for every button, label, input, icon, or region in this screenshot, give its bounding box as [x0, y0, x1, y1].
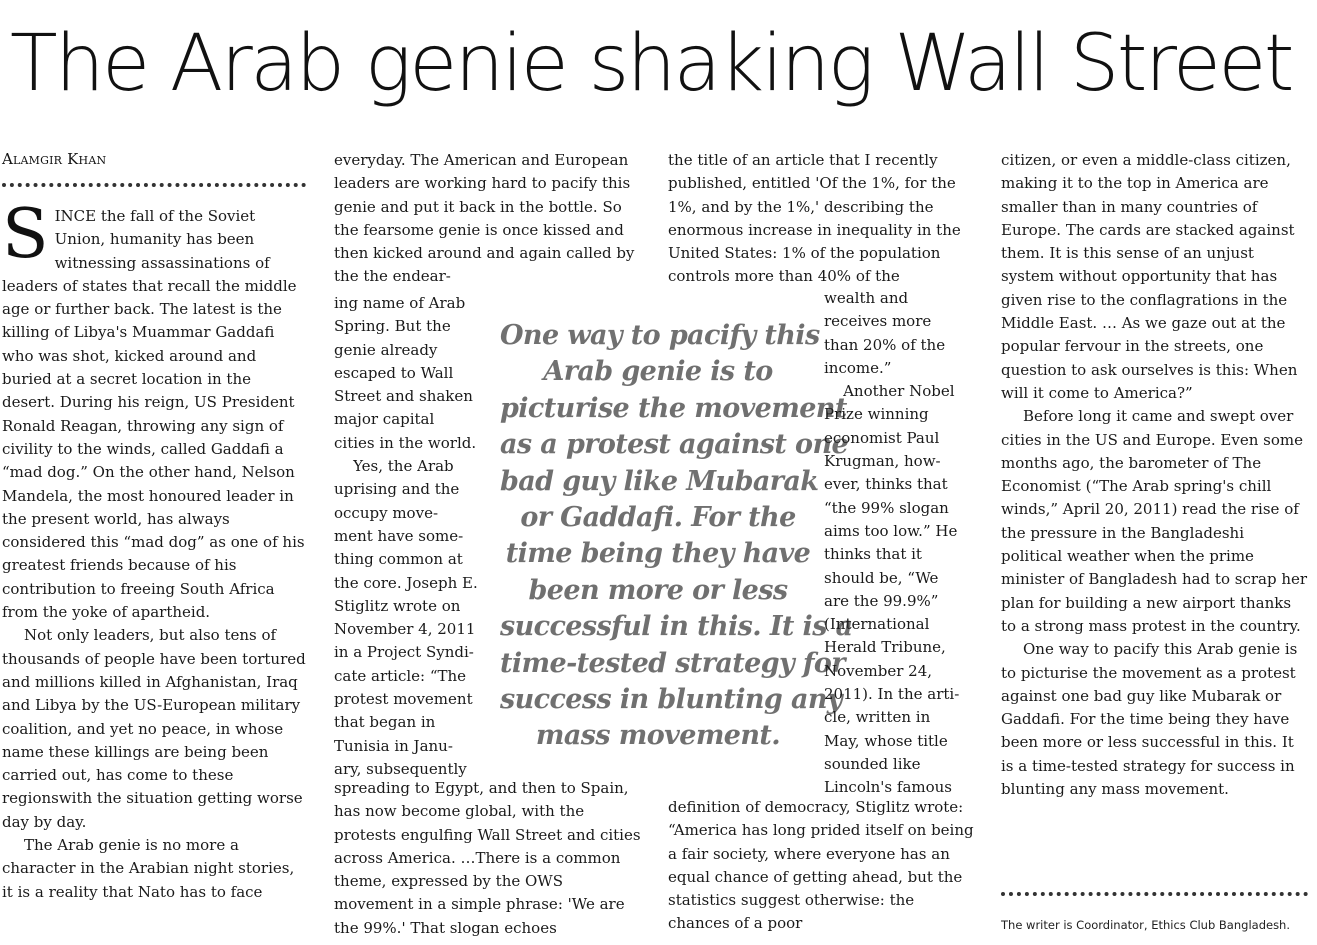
paragraph: INCE the fall of the Soviet Union, humanity has been witnessing assassinations of leaders of states that recall the middle age or further back. The latest is the killing of Libya's Muammar Gaddafi who was shot, kicked around and buried at a secret location in the desert. During his reign, US President Ronald Reagan, throwing any sign of civility to the winds, called Gaddafi a “mad dog.” On the other hand, Nelson Mandela, the most honoured leader in the present world, has always considered this “mad dog” as one of his greatest friends because of his contribution to freeing South Africa from the yoke of apartheid. — [2, 207, 305, 622]
column-3-top — [668, 149, 980, 289]
column-2-narrow — [334, 292, 494, 781]
pull-quote-text: One way to pacify this Arab genie is to picturise the movement as a protest against one bad guy like Mubarak or Gaddafi. For the time being they have been more or less successful in this. It is a time-tested strategy for success in blunting any mass movement. — [500, 320, 853, 752]
paragraph: wealth and receives more than 20% of the income.” Another Nobel Prize winning economist Paul Krugman, how- ever, thinks that “the 99% slogan aims too low.” He thinks that it should be, “We are the 99.9%” (International Herald Tribune, November 24, 2011). In the arti- cle, written in May, whose title sounded like Lincoln's famous — [824, 289, 960, 797]
byline-divider — [2, 183, 306, 187]
pull-quote — [500, 318, 853, 755]
column-3-narrow — [824, 287, 980, 800]
paragraph: everyday. The American and European leaders are working hard to pacify this genie and put it back in the bottle. So the fearsome genie is once kissed and then kicked around and again called by the the endear- — [334, 151, 635, 286]
paragraph: spreading to Egypt, and then to Spain, has now become global, with the protests engulfing Wall Street and cities across America. …There is a common theme, expressed by the OWS movement in a simple phrase: 'We are the 99%.' That slogan echoes — [334, 779, 641, 937]
column-2-bottom — [334, 777, 644, 940]
column-1 — [2, 195, 307, 904]
paragraph: The Arab genie is no more a character in the Arabian night stories, it is a reality that Nato has to face — [2, 836, 295, 901]
end-divider — [1001, 892, 1308, 896]
headline: The Arab genie shaking Wall Street — [10, 19, 1292, 109]
paragraph: citizen, or even a middle-class citizen, making it to the top in America are smaller than in many countries of Europe. The cards are stacked against them. It is this sense of an unjust system without opportunity that has given rise to the conflagrations in the Middle East. … As we gaze out at the popular fervour in the streets, one question to ask ourselves is this: When will it come to America?” — [1001, 151, 1298, 402]
paragraph: Before long it came and swept over cities in the US and Europe. Even some months ago, the barometer of The Economist (“The Arab spring's chill winds,” April 20, 2011) read the rise of the pressure in the Bangladeshi political weather when the prime minister of Bangladesh had to scrap her plan for building a new airport thanks to a strong mass protest in the country. — [1001, 407, 1308, 635]
paragraph: the title of an article that I recently published, entitled 'Of the 1%, for the 1%, and by the 1%,' describing the enormous increase in inequality in the United States: 1% of the population controls more than 40% of the — [668, 151, 961, 286]
paragraph: ing name of Arab Spring. But the genie already escaped to Wall Street and shaken major capital cities in the world. Yes, the Arab uprising and the occupy move- ment have some- thing common at the core. Joseph E. Stiglitz wrote on November 4, 2011 in a Project Syndi- cate article: “The protest movement that began in Tunisia in Janu- ary, subsequently — [334, 294, 478, 778]
paragraph: definition of democracy, Stiglitz wrote: “America has long prided itself on being a fair society, where everyone has an equal chance of getting ahead, but the statistics suggest otherwise: the chances of a poor — [668, 798, 974, 933]
column-4 — [1001, 149, 1309, 801]
paragraph: Not only leaders, but also tens of thousands of people have been tortured and millions killed in Afghanistan, Iraq and Libya by the US-European military coalition, and yet no peace, in whose name these killings are being been carried out, has come to these regionswith the situation getting worse day by day. — [2, 626, 306, 831]
byline: Alamgir Khan — [2, 150, 107, 168]
paragraph: One way to pacify this Arab genie is to picturise the movement as a protest against one bad guy like Mubarak or Gaddafi. For the time being they have been more or less successful in this. It is a time-tested strategy for success in blunting any mass movement. — [1001, 640, 1298, 799]
column-3-bottom — [668, 796, 980, 936]
column-2-top — [334, 149, 644, 289]
author-credit: The writer is Coordinator, Ethics Club Bangladesh. — [1001, 918, 1290, 932]
drop-cap: S — [2, 195, 49, 274]
